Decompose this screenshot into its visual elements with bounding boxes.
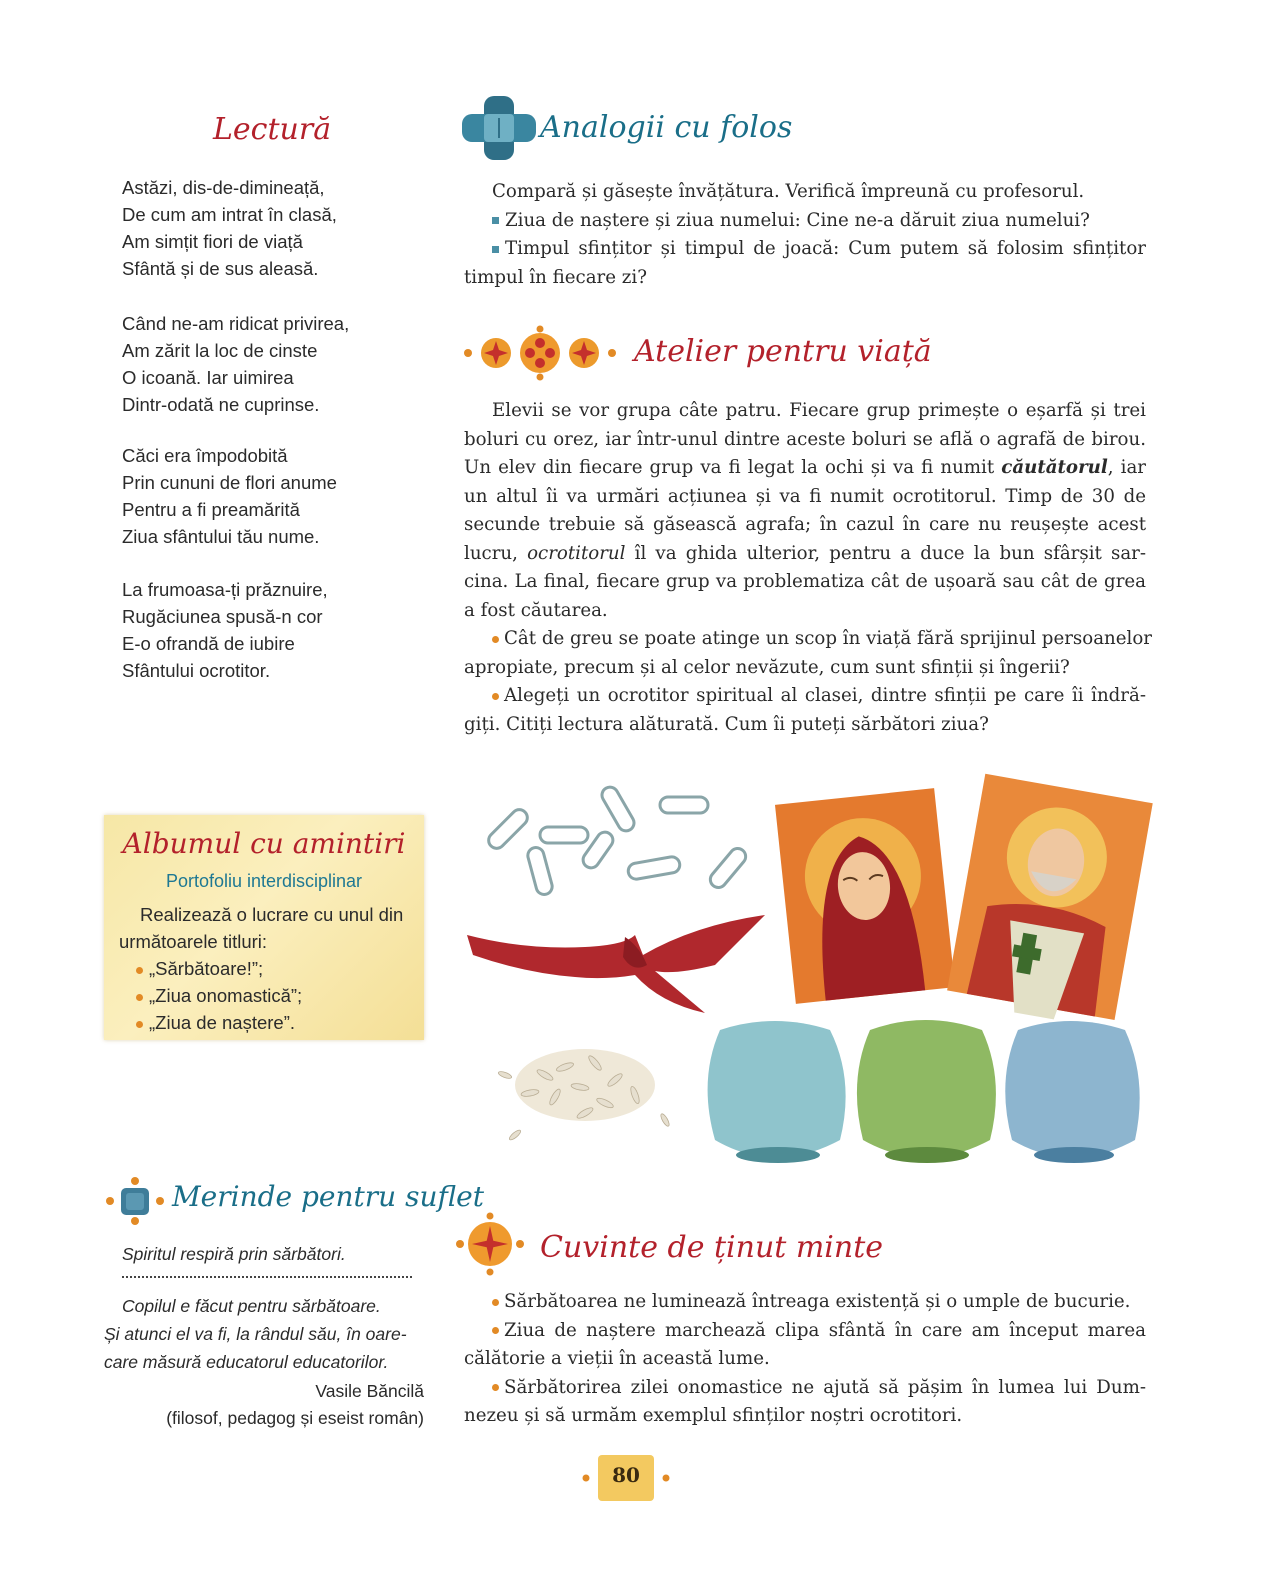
analogii-ornament-icon [462,96,536,160]
poem-line: De cum am intrat în clasă, [122,204,337,225]
rice-illustration [485,1025,695,1165]
poem-line: Am simțit fiori de viață [122,231,303,252]
poem-stanza-1 [122,174,422,282]
cuvinte-item-3: Sărbătorirea zilei onomastice ne ajută să pășim în lumea lui Dum- [464,1374,1146,1403]
poem-line: La frumoasa-ți prăznuire, [122,579,328,600]
atelier-question-1-cont: apropiate, precum și al celor nevăzute, cum sunt sfinții și îngerii? [464,656,1070,678]
atelier-line: lucru, ocrotitorul îl va ghida ulterior, pentru a duce la bun sfârșit sar- [464,542,1147,564]
merinde-ornament-icon [104,1176,166,1226]
merinde-quote-3: care măsură educatorul educatorilor. [104,1352,389,1372]
poem-line: Am zărit la loc de cinste [122,340,318,361]
atelier-question-2-cont: giți. Citiți lectura alăturată. Cum îi puteți sărbători ziua? [464,713,989,735]
merinde-prompt: Spiritul respiră prin sărbători. [122,1244,346,1264]
poem-line: Rugăciunea spusă-n cor [122,606,323,627]
poem-line: Căci era împodobită [122,445,288,466]
merinde-quote-1: Copilul e făcut pentru sărbătoare. [122,1296,381,1316]
poem-line: Când ne-am ridicat privirea, [122,313,350,334]
bullet-icon [492,1384,499,1391]
cuvinte-item-3-cont: nezeu și să urmăm exemplul sfinților noștri ocrotitori. [464,1405,963,1426]
merinde-title: Merinde pentru suflet [172,1180,485,1213]
paper-clips-illustration [480,775,780,905]
merinde-quote-2: Și atunci el va fi, la rândul său, în oare- [104,1324,407,1344]
merinde-author-desc: (filosof, pedagog și eseist român) [166,1408,424,1428]
bullet-icon [136,1021,143,1028]
bullet-icon [492,246,499,253]
poem-stanza-2 [122,310,422,418]
album-title: Albumul cu amintiri [122,827,406,860]
poem-line: Dintr-odată ne cuprinse. [122,394,320,415]
cuvinte-title: Cuvinte de ținut minte [540,1230,884,1265]
analogii-item-2: Timpul sfințitor și timpul de joacă: Cum putem să folosim sfințitor [464,235,1146,264]
atelier-line: un altul îi va urmări acțiunea și va fi numit ocrotitorul. Timp de 30 de [464,485,1146,507]
poem-line: E-o ofrandă de iubire [122,633,295,654]
atelier-question-2: Alegeți un ocrotitor spiritual al clasei, dintre sfinții pe care îi îndră- [464,682,1146,711]
atelier-line: cina. La final, fiecare grup va problematiza cât de ușoară sau cât de grea [464,571,1146,592]
album-intro-2: următoarele titluri: [119,931,268,952]
icons-illustration [775,766,1155,1030]
cuvinte-item-2: Ziua de naștere marchează clipa sfântă în care am început marea [464,1317,1146,1346]
bullet-icon [136,967,143,974]
atelier-question-1: Cât de greu se poate atinge un scop în viață fără sprijinul persoanelor [464,625,1146,654]
answer-line [122,1276,412,1278]
poem-line: Pentru a fi preamărită [122,499,300,520]
atelier-line: Elevii se vor grupa câte patru. Fiecare grup primește o eșarfă și trei [492,400,1146,421]
atelier-title: Atelier pentru viață [634,334,932,369]
cuvinte-item-1: Sărbătoarea ne luminează întreaga existență și o umple de bucurie. [464,1288,1146,1317]
bullet-icon [136,994,143,1001]
atelier-line: Un elev din fiecare grup va fi legat la ochi și va fi numit căutătorul, iar [464,457,1147,478]
bullet-icon [492,636,499,643]
lectura-title: Lectură [213,112,332,147]
atelier-line: secunde trebuie să găsească agrafa; în cazul în care nu reușește acest [464,514,1146,535]
poem-line: Prin cununi de flori anume [122,472,337,493]
atelier-line: boluri cu orez, iar într-unul dintre aceste boluri se află o agrafă de birou. [464,428,1146,450]
poem-line: Ziua sfântului tău nume. [122,526,320,547]
album-item: „Ziua onomastică”; [136,982,302,1009]
bullet-icon [492,693,499,700]
bowls-illustration [700,1010,1148,1170]
bullet-icon [492,1327,499,1334]
atelier-ornament-icon [462,325,618,381]
cuvinte-item-2-cont: călătorie a vieții în această lume. [464,1348,770,1369]
analogii-intro: Compară și găsește învățătura. Verifică împreună cu profesorul. [492,181,1085,202]
album-subtitle: Portofoliu interdisciplinar [165,871,363,891]
merinde-author: Vasile Băncilă [315,1381,424,1401]
cuvinte-ornament-icon [455,1212,525,1276]
analogii-body [464,178,1146,292]
poem-stanza-4 [122,576,422,684]
poem-line: Astăzi, dis-de-dimineață, [122,177,325,198]
bullet-icon [492,217,499,224]
analogii-item-2-cont: timpul în fiecare zi? [464,266,647,288]
atelier-line: a fost căutarea. [464,599,608,621]
cuvinte-body [464,1288,1146,1431]
bullet-icon [492,1299,499,1306]
poem-line: O icoană. Iar uimirea [122,367,294,388]
album-intro-1: Realizează o lucrare cu unul din [140,904,404,925]
analogii-item-1: Ziua de naștere și ziua numelui: Cine ne-a dăruit ziua numelui? [464,207,1146,236]
poem-stanza-3 [122,442,422,550]
album-item: „Sărbătoare!”; [136,955,263,982]
scarf-illustration [465,895,775,1020]
analogii-title: Analogii cu folos [540,110,793,145]
page-number: 80 [612,1463,640,1487]
atelier-body [464,397,1152,739]
poem-line: Sfântă și de sus aleasă. [122,258,319,279]
album-item: „Ziua de naștere”. [136,1009,295,1036]
album-box [104,815,424,1040]
poem-line: Sfântului ocrotitor. [122,660,271,681]
